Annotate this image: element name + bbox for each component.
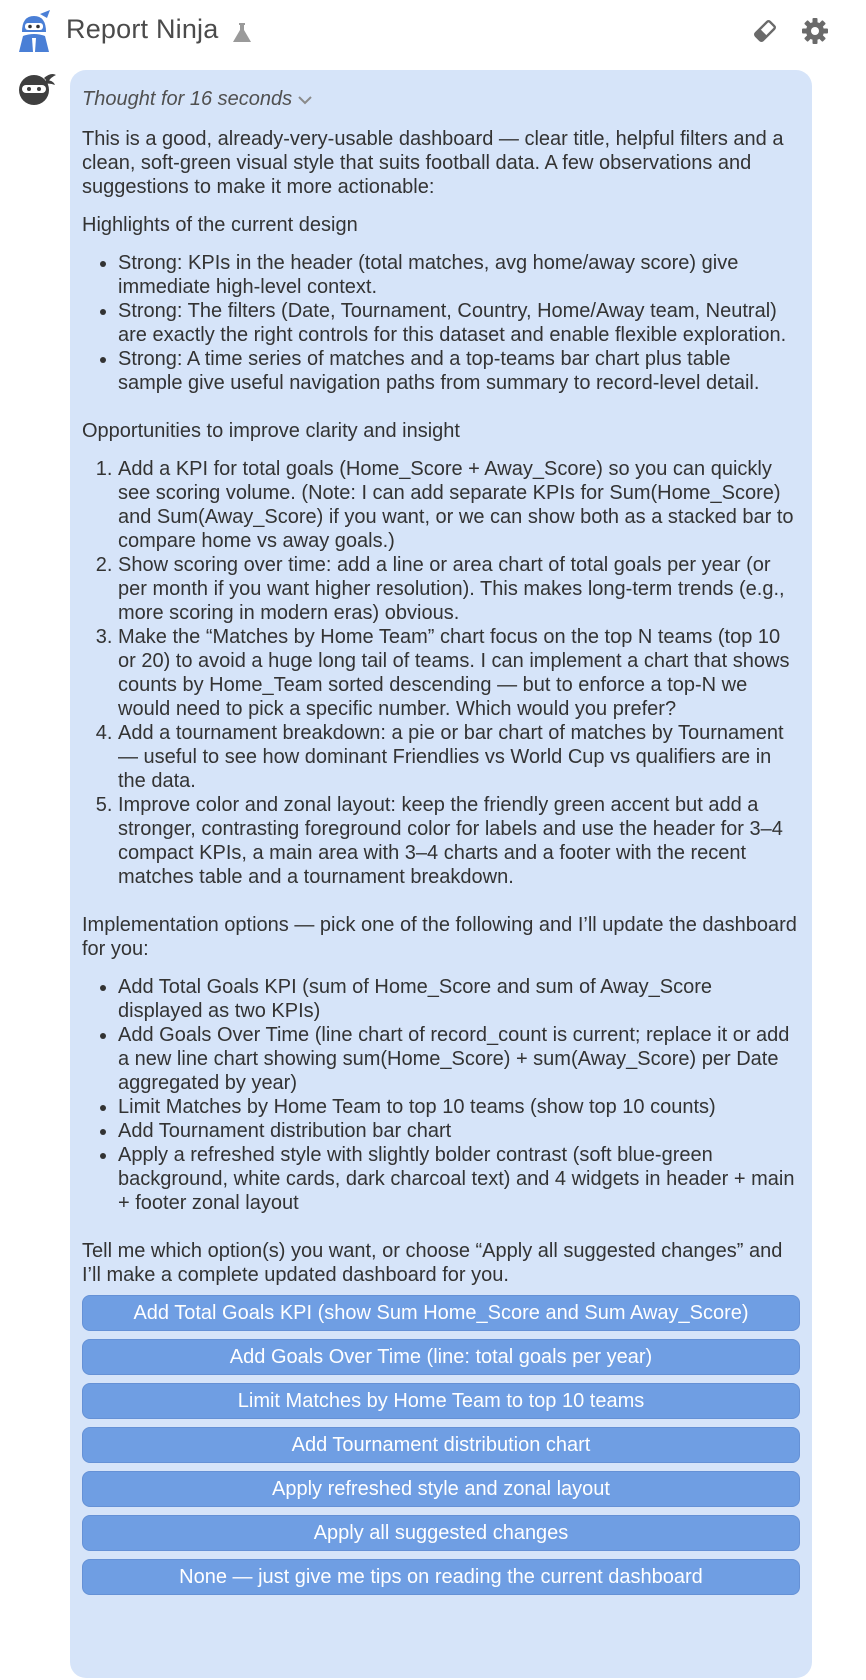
ninja-logo-icon xyxy=(14,10,54,52)
apply-refreshed-style-button[interactable]: Apply refreshed style and zonal layout xyxy=(82,1471,800,1507)
list-item: 2. Show scoring over time: add a line or area chart of total goals per year (or per month if you want higher resolution). This makes long-term trends (e.g., more scoring in modern eras) obvious. xyxy=(118,553,800,625)
chevron-down-icon xyxy=(298,95,312,105)
quick-actions xyxy=(82,1295,800,1595)
thought-toggle[interactable] xyxy=(82,88,800,111)
options-list xyxy=(82,975,800,1215)
list-item: • Add Goals Over Time (line chart of record_count is current; replace it or add a new line chart showing sum(Home_Score) + sum(Away_Score) per Date aggregated by year) xyxy=(118,1023,800,1095)
apply-all-changes-button[interactable]: Apply all suggested changes xyxy=(82,1515,800,1551)
intro-text: This is a good, already-very-usable dashboard — clear title, helpful filters and a clean, soft-green visual style that suits football data. A few observations and suggestions to make it more actionable: xyxy=(82,128,784,198)
highlights-list xyxy=(82,251,800,395)
list-item: • Apply a refreshed style with slightly bolder contrast (soft blue-green background, white cards, dark charcoal text) and 4 widgets in header + main + footer zonal layout xyxy=(118,1143,800,1215)
list-item: • Strong: KPIs in the header (total matches, avg home/away score) give immediate high-level context. xyxy=(118,251,800,299)
highlights-heading: Highlights of the current design xyxy=(82,214,358,236)
list-item: • Strong: The filters (Date, Tournament, Country, Home/Away team, Neutral) are exactly the right controls for this dataset and enable flexible exploration. xyxy=(118,299,800,347)
list-item: • Add Tournament distribution bar chart xyxy=(118,1119,800,1143)
eraser-icon[interactable] xyxy=(750,16,780,46)
list-item: 4. Add a tournament breakdown: a pie or bar chart of matches by Tournament — useful to see how dominant Friendlies vs World Cup vs qualifiers are in the data. xyxy=(118,721,800,793)
list-item: • Limit Matches by Home Team to top 10 teams (show top 10 counts) xyxy=(118,1095,800,1119)
assistant-message xyxy=(70,70,812,1678)
flask-icon xyxy=(230,21,254,45)
opportunities-heading: Opportunities to improve clarity and insight xyxy=(82,420,460,442)
list-item: 3. Make the “Matches by Home Team” chart focus on the top N teams (top 10 or 20) to avoid a huge long tail of teams. I can implement a chart that shows counts by Home_Team sorted descending — but to enforce a top-N we would need to pick a specific number. Which would you prefer? xyxy=(118,625,800,721)
tips-only-button[interactable]: None — just give me tips on reading the current dashboard xyxy=(82,1559,800,1595)
app-header xyxy=(0,0,866,64)
assistant-avatar-icon xyxy=(18,70,58,106)
list-item: 1. Add a KPI for total goals (Home_Score + Away_Score) so you can quickly see scoring volume. (Note: I can add separate KPIs for Sum(Home_Score) and Sum(Away_Score) if you want, or we can show both as a stacked bar to compare home vs away goals.) xyxy=(118,457,800,553)
limit-top-10-teams-button[interactable]: Limit Matches by Home Team to top 10 teams xyxy=(82,1383,800,1419)
options-heading: Implementation options — pick one of the following and I’ll update the dashboard for you: xyxy=(82,914,797,960)
gear-icon[interactable] xyxy=(800,16,830,46)
list-item: 5. Improve color and zonal layout: keep the friendly green accent but add a stronger, contrasting foreground color for labels and use the header for 3–4 compact KPIs, a main area with 3–4 charts and a footer with the recent matches table and a tournament breakdown. xyxy=(118,793,800,889)
add-goals-over-time-button[interactable]: Add Goals Over Time (line: total goals per year) xyxy=(82,1339,800,1375)
closing-text: Tell me which option(s) you want, or choose “Apply all suggested changes” and I’ll make a complete updated dashboard for you. xyxy=(82,1240,783,1286)
add-total-goals-kpi-button[interactable]: Add Total Goals KPI (show Sum Home_Score and Sum Away_Score) xyxy=(82,1295,800,1331)
thought-label: Thought for 16 seconds xyxy=(82,88,293,110)
message-body xyxy=(82,127,800,1287)
add-tournament-chart-button[interactable]: Add Tournament distribution chart xyxy=(82,1427,800,1463)
app-title: Report Ninja xyxy=(66,14,219,44)
opportunities-list xyxy=(82,457,800,889)
list-item: • Strong: A time series of matches and a top-teams bar chart plus table sample give useful navigation paths from summary to record-level detail. xyxy=(118,347,800,395)
list-item: • Add Total Goals KPI (sum of Home_Score and sum of Away_Score displayed as two KPIs) xyxy=(118,975,800,1023)
